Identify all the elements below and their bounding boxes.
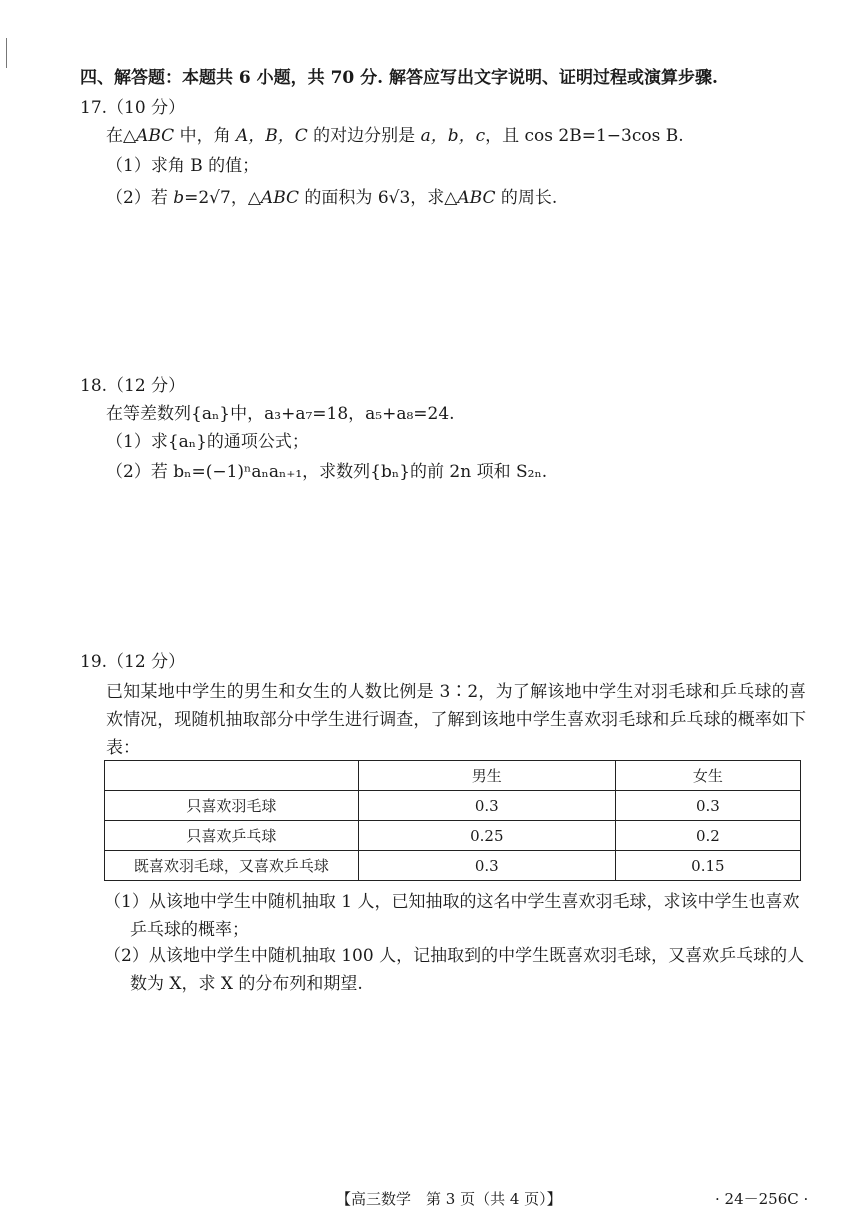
table-cell: 0.15 <box>615 851 800 881</box>
table-cell: 只喜欢乒乓球 <box>105 821 359 851</box>
table-header-cell <box>105 761 359 791</box>
q17-stem-pre: 在△ <box>106 126 137 146</box>
table-cell: 0.3 <box>358 791 615 821</box>
table-cell: 0.25 <box>358 821 615 851</box>
table-row <box>105 821 801 851</box>
page-footer-code: · 24－256C · <box>715 1190 809 1208</box>
q17-part2-eq: =2√7，△ <box>184 188 261 208</box>
table-cell: 只喜欢羽毛球 <box>105 791 359 821</box>
table-header-row <box>105 761 801 791</box>
q17-part2-mid: 的面积为 6√3，求△ <box>299 188 458 208</box>
q19-stem: 已知某地中学生的男生和女生的人数比例是 3∶2，为了解该地中学生对羽毛球和乒乓球的喜欢情况，现随机抽取部分中学生进行调查，了解到该地中学生喜欢羽毛球和乒乓球的概率如下表： <box>106 682 806 758</box>
q17-part2-abc2: ABC <box>457 188 496 208</box>
q17-stem-mid: 中，角 <box>174 126 236 146</box>
q19-header: 19.（12 分） <box>80 652 186 672</box>
table-header-cell: 女生 <box>615 761 800 791</box>
table-cell: 既喜欢羽毛球，又喜欢乒乓球 <box>105 851 359 881</box>
q17-header: 17.（10 分） <box>80 98 186 118</box>
q17-part2-pre: （2）若 <box>106 188 174 208</box>
q18-header: 18.（12 分） <box>80 376 186 396</box>
q18-part2: （2）若 bₙ=(−1)ⁿaₙaₙ₊₁，求数列{bₙ}的前 2n 项和 S₂ₙ. <box>106 462 548 482</box>
scan-mark <box>6 38 7 68</box>
q17-stem-mid2: 的对边分别是 <box>307 126 421 146</box>
section-heading: 四、解答题：本题共 6 小题，共 70 分. 解答应写出文字说明、证明过程或演算步骤. <box>80 68 718 88</box>
q17-stem <box>106 124 684 148</box>
q17-stem-abc: ABC <box>136 126 175 146</box>
table-row <box>105 791 801 821</box>
q18-part1: （1）求{aₙ}的通项公式； <box>106 432 309 452</box>
q17-stem-cond: ，且 cos 2B=1−3cos B. <box>485 126 684 146</box>
table-row <box>105 851 801 881</box>
page-footer-label: 【高三数学 第 3 页（共 4 页）】 <box>336 1190 562 1208</box>
table-cell: 0.3 <box>615 791 800 821</box>
q19-part1-line1: （1）从该地中学生中随机抽取 1 人，已知抽取的这名中学生喜欢羽毛球，求该中学生也喜欢 <box>104 892 800 912</box>
q17-stem-vertices: A，B，C <box>235 126 308 146</box>
table-cell: 0.2 <box>615 821 800 851</box>
q17-part2 <box>106 186 557 210</box>
q18-stem: 在等差数列{aₙ}中，a₃+a₇=18，a₅+a₈=24. <box>106 404 455 424</box>
q19-part2-line1: （2）从该地中学生中随机抽取 100 人，记抽取到的中学生既喜欢羽毛球，又喜欢乒乓球的人 <box>104 946 805 966</box>
q19-part1-line2: 乒乓球的概率； <box>130 920 249 940</box>
q17-part1: （1）求角 B 的值； <box>106 156 260 176</box>
probability-table <box>104 760 801 881</box>
q19-part2-line2: 数为 X，求 X 的分布列和期望. <box>130 974 363 994</box>
q17-part2-end: 的周长. <box>495 188 558 208</box>
q17-part2-abc: ABC <box>260 188 300 208</box>
q17-part2-b: b <box>173 188 185 208</box>
table-header-cell: 男生 <box>358 761 615 791</box>
table-cell: 0.3 <box>358 851 615 881</box>
q17-stem-sides: a，b，c <box>420 126 486 146</box>
